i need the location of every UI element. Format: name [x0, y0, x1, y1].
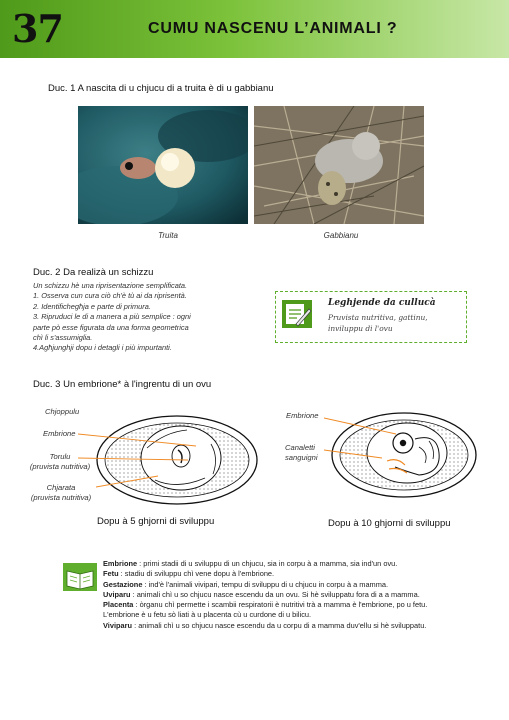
label-chjoppulu: Chjoppulu	[45, 407, 80, 416]
glossary	[103, 559, 441, 631]
trout-hatching-photo	[78, 106, 248, 224]
label-embrione-left: Embrione	[43, 429, 76, 438]
doc1-title: A nascita di u chjucu di a truita è di u gabbianu	[77, 83, 274, 94]
pencil-note-icon	[282, 300, 312, 328]
label-torulu: Torulu (pruvista nutritiva)	[29, 452, 91, 471]
seagull-caption: Gabbianu	[323, 231, 359, 240]
page-header	[0, 0, 509, 58]
page-number: 37	[12, 6, 63, 51]
legend-title: Leghjende da cullucà	[328, 298, 436, 308]
sketch-instructions	[33, 281, 248, 354]
glossary-entry: Fetu : stadiu di sviluppu chì vene dopu à l'embrione.	[103, 569, 275, 579]
label-canaletti: Canaletti sanguigni	[285, 443, 318, 462]
doc3-title: Un embrione* à l'ingrentu di un ovu	[63, 379, 212, 390]
instruction-line: 4.Agħjunghji dopu i detagli i più impurtanti.	[33, 343, 172, 353]
legend-text: Pruvista nutritiva, gattinu, inviluppu di l'ovu	[328, 313, 428, 333]
glossary-entry: Placenta : òrganu chì permette i scambii respiratorii è nutritivi trà a mamma è l'embrione, po u fetu. L'embrione è u fetu sò liati à u placenta cù u curdone di u bilicu.	[103, 600, 428, 620]
label-embrione-right: Embrione	[286, 411, 319, 420]
instruction-line: 2. Identifichegħja e parte di primura.	[33, 301, 151, 311]
chapter-title: CUMU NASCENU L’ANIMALI ?	[148, 20, 398, 37]
glossary-entry: Viviparu : animali chì u so chjucu nasce escendu da u corpu di a mamma duv'ellu si hè sviluppatu.	[103, 620, 427, 630]
left-arrows	[78, 432, 198, 502]
right-arrows	[324, 416, 414, 466]
doc1-heading	[48, 83, 274, 94]
doc3-heading	[33, 379, 211, 390]
instruction-line: 1. Osserva cun cura ciò ch'è tù ai da riprisentà.	[33, 291, 187, 301]
caption-day10: Dopu à 10 ghjorni di sviluppu	[328, 518, 451, 529]
label-chjarata: Chjarata (pruvista nutritiva)	[30, 483, 92, 502]
doc3-number: Duc. 3	[33, 379, 61, 390]
instruction-line: Un schizzu hè una riprisentazione semplificata.	[33, 281, 188, 290]
glossary-entry: Gestazione : ind'è l'animali vivipari, tempu di sviluppu di u chjucu in corpu à a mamma.	[103, 579, 389, 589]
seagull-chick-photo	[254, 106, 424, 224]
caption-day5: Dopu à 5 ghjorni di sviluppu	[97, 516, 215, 527]
legend-box	[275, 291, 467, 343]
instruction-line: parte pò esse figurata da una forma geometrica	[33, 322, 189, 332]
doc2-heading	[33, 267, 153, 278]
glossary-entry: Embrione : primi stadii di u sviluppu di un chjucu, sia in corpu à a mamma, sia ind'un ovu.	[103, 559, 398, 568]
glossary-entry: Uviparu : animali chì u so chjucu nasce escendu da un ovu. Si hè sviluppatu fora di a a mamma.	[103, 589, 420, 599]
book-icon	[63, 563, 97, 591]
doc2-number: Duc. 2	[33, 267, 61, 278]
instruction-line: 3. Ripruduci le di a manera a più semplice : ogni	[33, 312, 191, 322]
doc2-title: Da realizà un schizzu	[63, 267, 154, 278]
trout-caption: Truita	[158, 231, 178, 240]
doc1-number: Duc. 1	[48, 83, 76, 94]
instruction-line: chì li s'assumiglia.	[33, 333, 93, 343]
